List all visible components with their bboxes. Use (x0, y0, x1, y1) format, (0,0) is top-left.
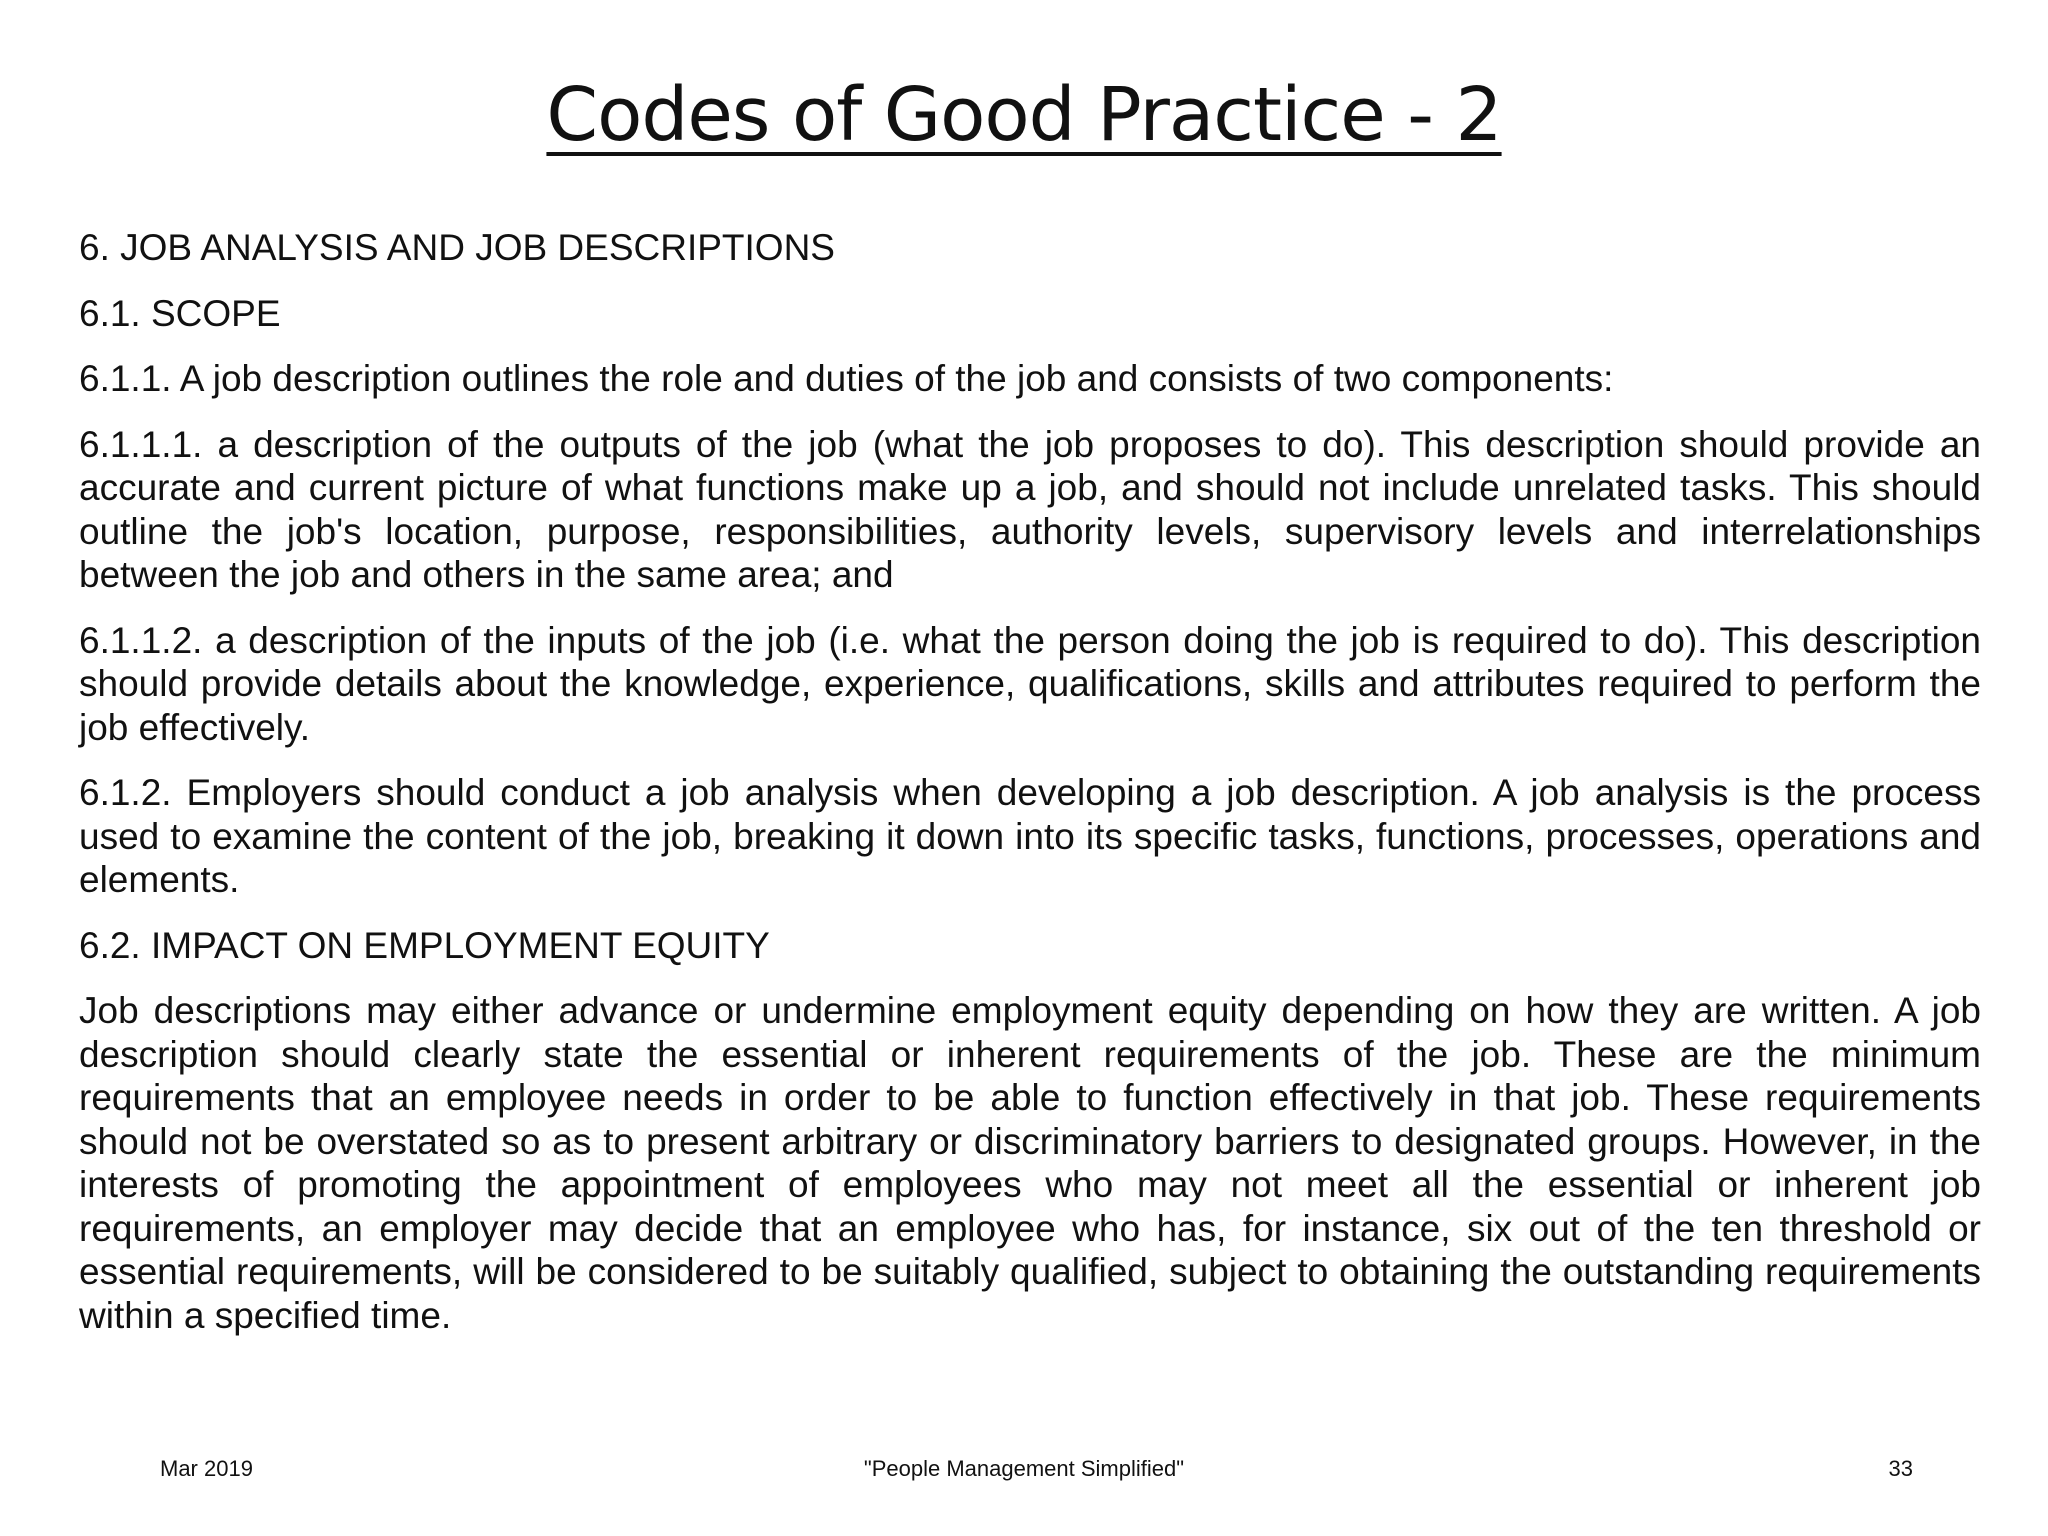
slide-body (79, 226, 1981, 1359)
section-heading-6-2: 6.2. IMPACT ON EMPLOYMENT EQUITY (79, 924, 770, 966)
paragraph-6-1-1: 6.1.1. A job description outlines the role and duties of the job and consists of two components: (79, 358, 1614, 399)
paragraph-6-1-1-1: 6.1.1.1. a description of the outputs of the job (what the job proposes to do). This description should provide an accurate and current picture of what functions make up a job, and should not include unrelated tasks. This should outline the job's location, purpose, responsibilities, authority levels, supervisory levels and interrelationships between the job and others in the same area; and (79, 423, 1981, 595)
footer-page-number: 33 (1888, 1456, 1913, 1481)
footer-center-text: "People Management Simplified" (863, 1456, 1185, 1481)
footer-date: Mar 2019 (160, 1456, 253, 1481)
section-heading-6-1: 6.1. SCOPE (79, 292, 281, 334)
paragraph-6-1-2: 6.1.2. Employers should conduct a job analysis when developing a job description. A job analysis is the process used to examine the content of the job, breaking it down into its specific tasks, functions, processes, operations and elements. (79, 772, 1981, 900)
paragraph-6-1-1-2: 6.1.1.2. a description of the inputs of the job (i.e. what the person doing the job is required to do). This description should provide details about the knowledge, experience, qualifications, skills and attributes required to perform the job effectively. (79, 619, 1981, 748)
slide-title-text: Codes of Good Practice - 2 (546, 72, 1502, 158)
slide-title (0, 72, 2048, 158)
paragraph-6-2: Job descriptions may either advance or undermine employment equity depending on how they are written. A job description should clearly state the essential or inherent requirements of the job. These are the minimum requirements that an employee needs in order to be able to function effectively in that job. These requirements should not be overstated so as to present arbitrary or discriminatory barriers to designated groups. However, in the interests of promoting the appointment of employees who may not meet all the essential or inherent job requirements, an employer may decide that an employee who has, for instance, six out of the ten threshold or essential requirements, will be considered to be suitably qualified, subject to obtaining the outstanding requirements within a specified time. (79, 990, 1981, 1336)
section-heading-6: 6. JOB ANALYSIS AND JOB DESCRIPTIONS (79, 227, 835, 268)
